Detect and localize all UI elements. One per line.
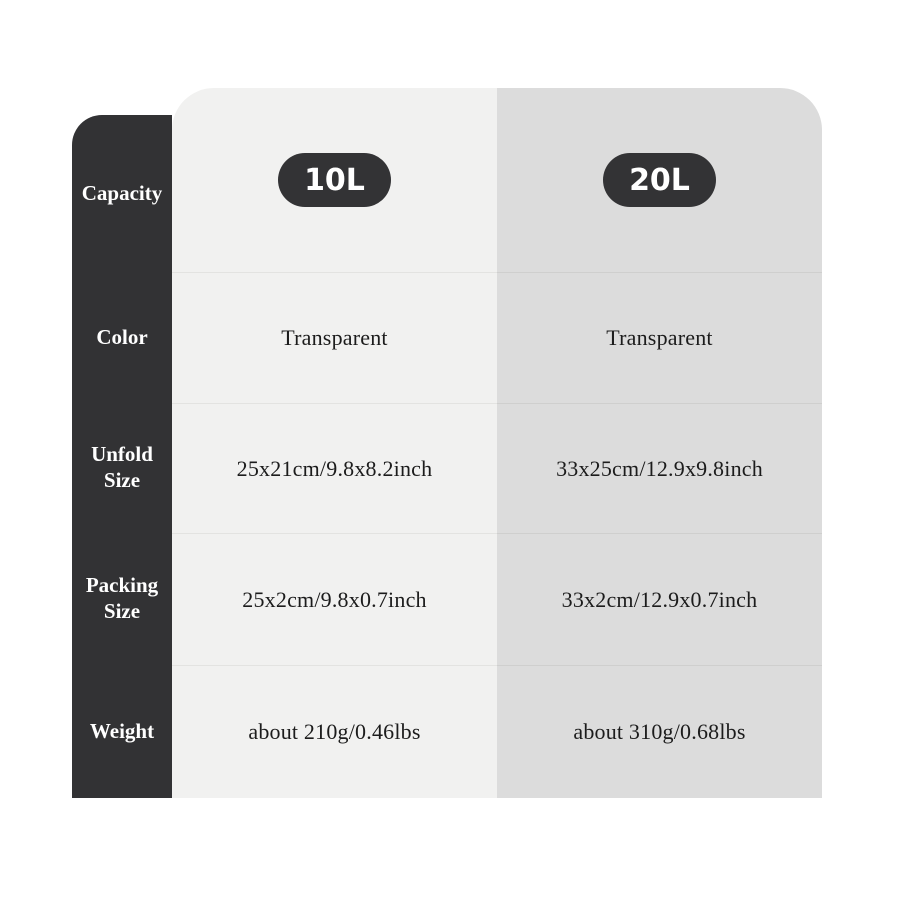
cell-capacity-10l [172,88,497,272]
unfold-size-value-20l: 33x25cm/12.9x9.8inch [556,455,763,481]
row-label-capacity [72,115,172,272]
cell-color-20l [497,272,822,403]
unfold-size-value-10l: 25x21cm/9.8x8.2inch [236,455,433,481]
packing-size-value-10l: 25x2cm/9.8x0.7inch [242,586,427,612]
weight-value-10l: about 210g/0.46lbs [248,719,421,744]
capacity-badge-20l: 20L [603,153,716,207]
row-label-weight-text: Weight [89,718,155,743]
color-value-10l: Transparent [281,325,388,350]
row-labels-sidebar [72,115,172,798]
row-label-packing-size [72,533,172,665]
cell-weight-10l [172,665,497,798]
cell-unfold-size-10l [172,403,497,533]
row-label-packing-size-text: Packing Size [85,573,159,623]
row-label-unfold-size [72,403,172,533]
column-10l [172,88,497,798]
cell-unfold-size-20l [497,403,822,533]
cell-packing-size-10l [172,533,497,665]
cell-color-10l [172,272,497,403]
column-20l [497,88,822,798]
color-value-20l: Transparent [606,325,713,350]
packing-size-value-20l: 33x2cm/12.9x0.7inch [561,586,758,612]
cell-packing-size-20l [497,533,822,665]
cell-capacity-20l [497,88,822,272]
row-label-color [72,272,172,403]
row-label-color-text: Color [96,324,148,349]
row-label-weight [72,665,172,798]
row-label-unfold-size-text: Unfold Size [91,442,153,492]
row-label-capacity-text: Capacity [81,180,163,205]
weight-value-20l: about 310g/0.68lbs [573,719,746,744]
spec-table-card [172,88,822,798]
cell-weight-20l [497,665,822,798]
capacity-badge-10l: 10L [278,153,391,207]
